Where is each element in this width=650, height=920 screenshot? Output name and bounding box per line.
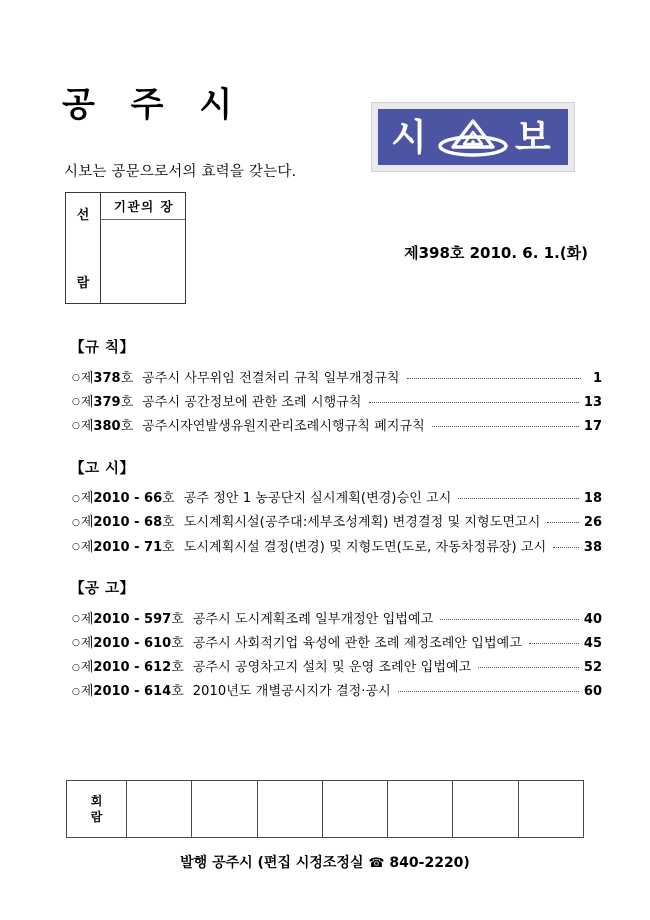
entry-bullet-icon: ○ [72,614,80,625]
entry-number-prefix: 제 [80,684,94,700]
toc-entry[interactable] [72,487,602,511]
page-title: 공 주 시 [62,85,245,125]
issue-line [300,242,588,263]
approval-signature-area [101,220,185,303]
circulation-table [66,780,584,838]
circulation-label-cell [67,781,127,837]
circulation-cell[interactable] [519,781,583,837]
entry-document-number [81,516,175,529]
entry-title: 공주시 도시계획조례 일부개정안 입법예고 [192,611,434,627]
toc-entry[interactable] [72,631,602,655]
logo-artwork-icon [385,113,561,161]
entry-document-number [81,613,184,626]
entry-number-prefix: 제 [80,611,94,627]
issue-date: 2010. 6. 1.(화) [469,244,588,262]
toc-entry[interactable] [72,607,602,631]
contents-section [0,457,650,560]
entry-document-number [81,637,184,650]
entry-bullet-icon: ○ [72,493,80,504]
dot-leader [478,667,579,668]
entry-number-suffix: 호 [120,418,134,434]
entry-page-number: 38 [583,539,602,555]
toc-entry[interactable] [72,656,602,680]
circulation-cell[interactable] [323,781,388,837]
telephone-icon: ☎ [368,856,385,871]
approval-label-top: 선 [76,208,90,223]
entry-number-value: 2010 - 71 [93,539,163,555]
circulation-cell[interactable] [453,781,518,837]
entry-number-prefix: 제 [80,394,94,410]
toc-entry[interactable] [72,414,602,438]
entry-number-suffix: 호 [162,491,175,507]
tagline: 시보는 공문으로서의 효력을 갖는다. [64,164,297,180]
entry-number-suffix: 호 [162,539,175,555]
entry-document-number [81,541,175,554]
circulation-cell[interactable] [258,781,323,837]
footer-phone: 840-2220) [389,855,470,871]
entry-number-value: 2010 - 66 [93,491,163,507]
entry-number-value: 378 [93,370,121,386]
approval-vertical-label [66,193,101,303]
entry-number-value: 2010 - 612 [93,660,172,676]
entry-number-suffix: 호 [171,635,184,651]
circulation-cell[interactable] [127,781,192,837]
entry-title: 공주시 사무위임 전결처리 규칙 일부개정규칙 [142,370,400,386]
entry-title: 공주 정안 1 농공단지 실시계획(변경)승인 고시 [183,491,452,507]
entry-page-number: 26 [583,515,602,531]
entry-document-number [81,372,133,385]
section-heading: 【공 고】 [70,581,135,598]
logo-triangle-core-icon [471,140,475,144]
entry-number-prefix: 제 [80,491,94,507]
entry-number-prefix: 제 [80,635,94,651]
entry-number-value: 380 [93,418,121,434]
table-of-contents [0,336,650,722]
dot-leader [529,643,579,644]
entry-document-number [81,685,184,698]
entry-document-number [81,492,175,505]
entry-number-prefix: 제 [80,660,94,676]
entry-number-suffix: 호 [162,515,175,531]
entry-page-number: 13 [583,394,602,410]
approval-stamp-box [65,192,186,304]
section-heading: 【규 칙】 [70,340,135,356]
toc-entry[interactable] [72,390,602,414]
dot-leader [369,402,579,403]
entry-title: 공주시자연발생유원지관리조례시행규칙 폐지규칙 [142,418,425,434]
entry-title: 공주시 사회적기업 육성에 관한 조례 제정조례안 입법예고 [192,635,522,651]
approval-header-label: 기관의 장 [101,193,185,220]
entry-title: 도시계획시설(공주대:세부조성계획) 변경결정 및 지형도면고시 [183,515,541,531]
entry-bullet-icon: ○ [72,542,80,553]
entry-bullet-icon: ○ [72,517,80,528]
entry-document-number [81,396,133,409]
entry-number-prefix: 제 [80,418,94,434]
toc-entry[interactable] [72,680,602,704]
entry-number-value: 2010 - 68 [93,515,163,531]
entry-number-suffix: 호 [120,370,134,386]
entry-number-suffix: 호 [171,684,184,700]
entry-page-number: 18 [583,491,602,507]
dot-leader [407,378,581,379]
entry-number-prefix: 제 [80,539,94,555]
entry-page-number: 60 [583,684,602,700]
entry-number-value: 379 [93,394,121,410]
entry-title: 공주시 공영차고지 설치 및 운영 조례안 입법예고 [192,660,472,676]
issue-number: 제398호 [404,244,465,262]
circulation-cell[interactable] [192,781,257,837]
contents-section [0,336,650,439]
entry-title: 도시계획시설 결정(변경) 및 지형도면(도로, 자동차정류장) 고시 [183,539,547,555]
entry-document-number [81,420,133,433]
section-heading: 【고 시】 [70,460,135,477]
entry-number-suffix: 호 [120,394,134,410]
dot-leader [547,522,579,523]
dot-leader [458,498,578,499]
entry-bullet-icon: ○ [72,686,80,697]
entry-bullet-icon: ○ [72,397,80,408]
entry-page-number: 52 [583,660,602,676]
entry-number-value: 2010 - 614 [93,684,172,700]
approval-signature-column [101,193,185,303]
entry-number-suffix: 호 [171,660,184,676]
siboo-logo [371,102,575,172]
toc-entry[interactable] [72,366,602,390]
entry-number-prefix: 제 [80,515,94,531]
circulation-label-bottom: 람 [90,810,103,824]
footer [0,852,650,872]
masthead [0,0,650,310]
entry-title: 2010년도 개별공시지가 결정·공시 [192,684,391,700]
dot-leader [553,547,579,548]
toc-entry[interactable] [72,535,602,559]
dot-leader [440,619,579,620]
entry-number-prefix: 제 [80,370,94,386]
dot-leader [398,691,579,692]
entry-page-number: 40 [583,611,602,627]
entry-page-number: 1 [592,370,602,386]
entry-document-number [81,661,184,674]
entry-bullet-icon: ○ [72,638,80,649]
logo-inner-panel [378,109,568,165]
circulation-cell[interactable] [388,781,453,837]
contents-section [0,577,650,704]
entry-bullet-icon: ○ [72,421,80,432]
footer-publisher: 발행 공주시 (편집 시정조정실 [180,855,364,871]
approval-label-bottom: 람 [76,276,90,291]
logo-char-bo: 보 [515,116,551,159]
entry-number-value: 2010 - 610 [93,635,172,651]
entry-number-suffix: 호 [171,611,184,627]
circulation-label-top: 회 [90,793,103,808]
entry-bullet-icon: ○ [72,662,80,673]
logo-char-si: 시 [391,116,427,159]
entry-number-value: 2010 - 597 [93,611,172,627]
entry-page-number: 17 [583,418,602,434]
entry-page-number: 45 [583,635,602,651]
entry-title: 공주시 공간정보에 관한 조례 시행규칙 [142,394,362,410]
dot-leader [432,426,579,427]
entry-bullet-icon: ○ [72,373,80,384]
toc-entry[interactable] [72,511,602,535]
